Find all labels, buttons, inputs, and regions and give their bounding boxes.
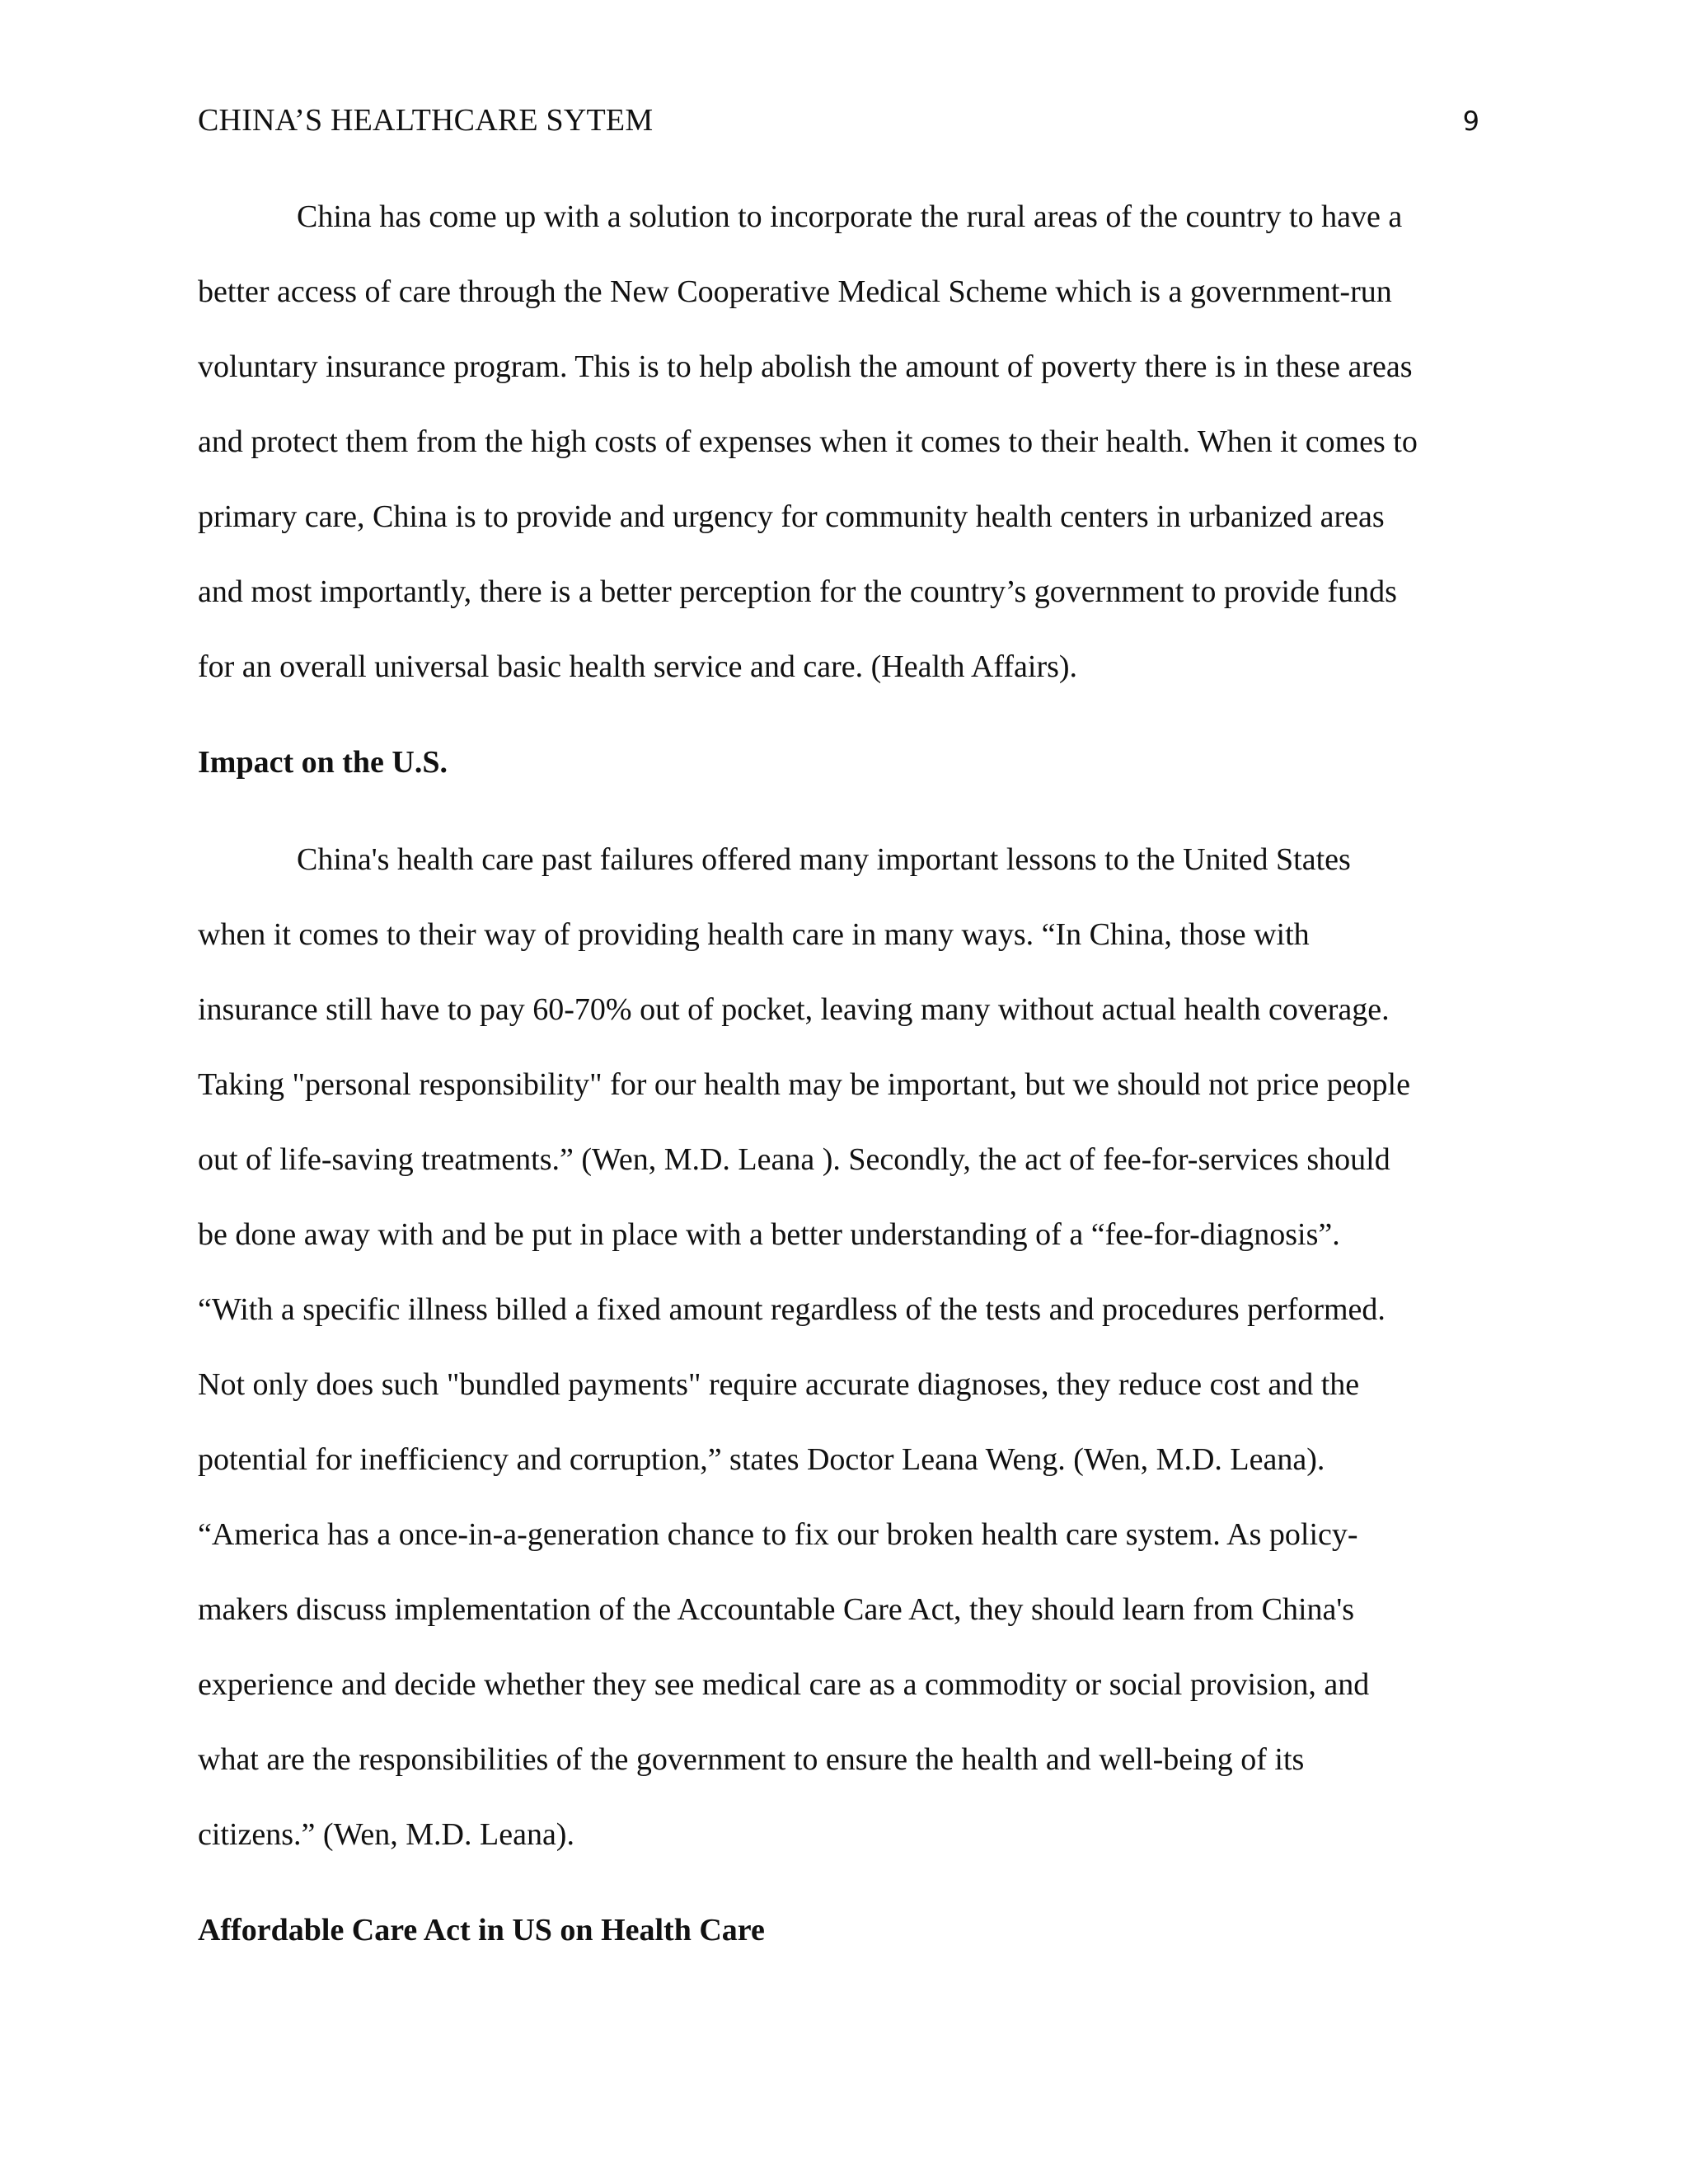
paragraph-1-line-2: better access of care through the New Cooperative Medical Scheme which is a government-run (198, 274, 1392, 309)
paragraph-2-line-7: “With a specific illness billed a fixed amount regardless of the tests and procedures performed. (198, 1292, 1386, 1327)
paragraph-2-line-11: makers discuss implementation of the Accountable Care Act, they should learn from China's (198, 1592, 1355, 1627)
paragraph-1-line-7: for an overall universal basic health service and care. (Health Affairs). (198, 649, 1078, 684)
running-head: CHINA’S HEALTHCARE SYTEM (198, 103, 654, 138)
paragraph-2-line-2: when it comes to their way of providing health care in many ways. “In China, those with (198, 917, 1310, 952)
paragraph-2-line-13: what are the responsibilities of the government to ensure the health and well-being of its (198, 1742, 1305, 1777)
paragraph-2-line-9: potential for inefficiency and corruption,” states Doctor Leana Weng. (Wen, M.D. Leana). (198, 1442, 1325, 1477)
paragraph-1-line-6: and most importantly, there is a better perception for the country’s government to provide funds (198, 574, 1397, 609)
paragraph-1-line-1: China has come up with a solution to incorporate the rural areas of the country to have a (297, 199, 1403, 234)
paragraph-2-line-14: citizens.” (Wen, M.D. Leana). (198, 1817, 574, 1852)
paragraph-2-line-6: be done away with and be put in place with a better understanding of a “fee-for-diagnosis”. (198, 1217, 1340, 1252)
paragraph-2-line-10: “America has a once-in-a-generation chance to fix our broken health care system. As policy- (198, 1517, 1358, 1552)
paragraph-1-line-3: voluntary insurance program. This is to help abolish the amount of poverty there is in these areas (198, 349, 1413, 384)
paragraph-2-line-8: Not only does such "bundled payments" require accurate diagnoses, they reduce cost and the (198, 1367, 1360, 1402)
paragraph-1-line-5: primary care, China is to provide and urgency for community health centers in urbanized areas (198, 499, 1385, 534)
paragraph-1-line-4: and protect them from the high costs of expenses when it comes to their health. When it comes to (198, 424, 1418, 459)
paragraph-2-line-1: China's health care past failures offered many important lessons to the United States (297, 842, 1351, 877)
page-number: 9 (1462, 105, 1479, 137)
paragraph-2-line-12: experience and decide whether they see medical care as a commodity or social provision, and (198, 1667, 1370, 1702)
paragraph-2-line-3: insurance still have to pay 60-70% out of pocket, leaving many without actual health coverage. (198, 992, 1390, 1027)
section-heading-affordable-care-act: Affordable Care Act in US on Health Care (198, 1913, 765, 1947)
paragraph-2-line-5: out of life-saving treatments.” (Wen, M.D. Leana ). Secondly, the act of fee-for-services should (198, 1142, 1390, 1177)
section-heading-impact-on-us: Impact on the U.S. (198, 745, 448, 780)
paragraph-2-line-4: Taking "personal responsibility" for our health may be important, but we should not price people (198, 1067, 1410, 1102)
